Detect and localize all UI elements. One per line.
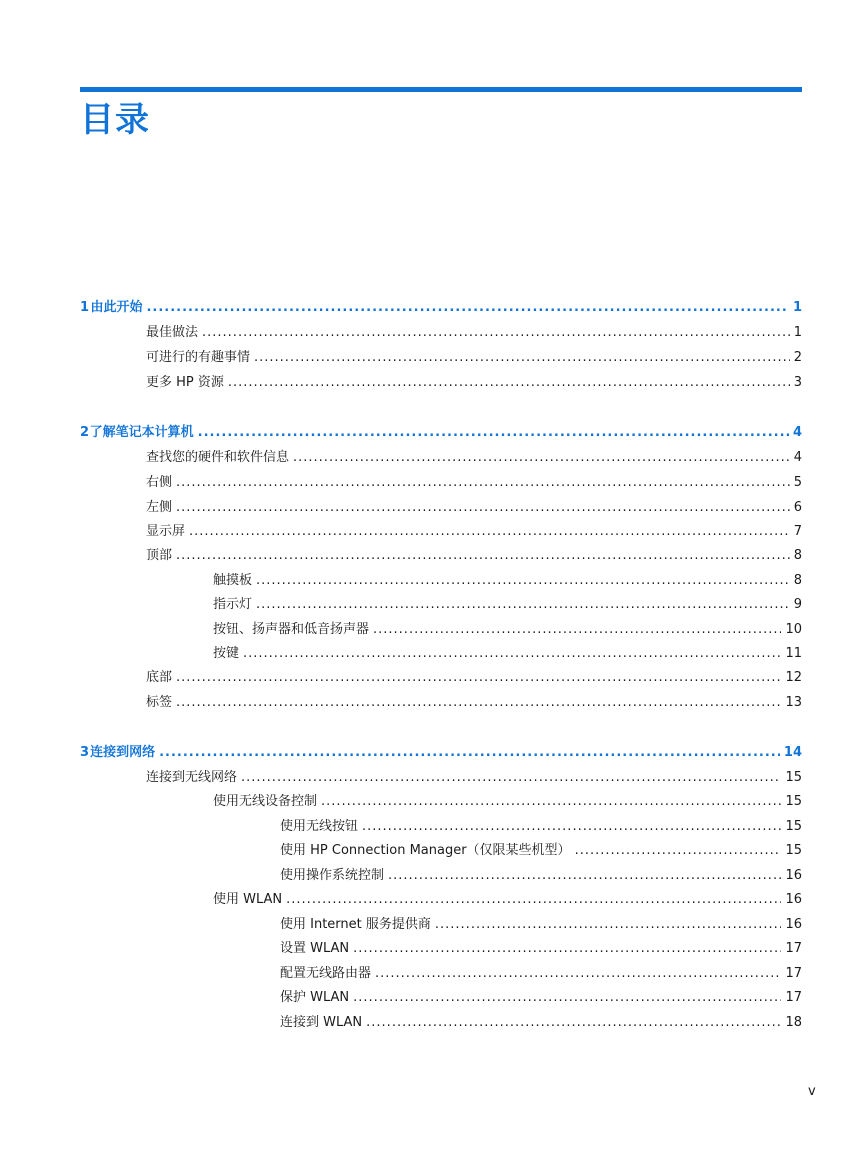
entry-title: 使用 HP Connection Manager（仅限某些机型） [280,843,571,858]
entry-title: 左侧 [146,500,173,515]
page-number: 5 [793,475,802,490]
dot-leader [353,938,781,960]
page-number: 2 [793,350,802,365]
entry-title: 查找您的硬件和软件信息 [146,450,290,465]
dot-leader [202,322,790,344]
page-number: 14 [783,745,802,760]
page-number: 15 [785,819,802,834]
toc-entry[interactable] [146,497,802,519]
dot-leader [241,767,781,789]
chapter-number: 2 [80,425,90,440]
page-number: 15 [785,770,802,785]
page-number: 11 [785,646,802,661]
toc-entry[interactable] [280,840,802,862]
toc-entry[interactable] [280,816,802,838]
dot-leader [189,521,790,543]
entry-title: 保护 WLAN [280,990,350,1005]
dot-leader [176,472,790,494]
page-number: 8 [793,548,802,563]
page-number: 10 [785,622,802,637]
toc-entry[interactable] [146,347,802,369]
entry-title: 指示灯 [213,597,253,612]
dot-leader [159,742,780,764]
toc-chapter[interactable] [80,742,802,764]
entry-title: 使用 WLAN [213,892,283,907]
page-number: 16 [785,892,802,907]
toc-entry[interactable] [213,643,802,665]
entry-title: 显示屏 [146,524,186,539]
chapter-title: 由此开始 [90,300,143,315]
toc-entry[interactable] [146,472,802,494]
dot-leader [176,667,781,689]
toc-entry[interactable] [146,767,802,789]
dot-leader [176,497,790,519]
dot-leader [243,643,781,665]
toc-entry[interactable] [213,570,802,592]
page-number: 17 [785,941,802,956]
page-number: 1 [793,325,802,340]
dot-leader [176,692,781,714]
toc-entry[interactable] [213,619,802,641]
entry-title: 右侧 [146,475,173,490]
entry-title: 使用无线设备控制 [213,794,318,809]
dot-leader [388,865,781,887]
entry-title: 触摸板 [213,573,253,588]
dot-leader [362,816,781,838]
page-number: 15 [785,794,802,809]
dot-leader [256,594,790,616]
toc-entry[interactable] [146,322,802,344]
page-number: 16 [785,917,802,932]
toc-entry[interactable] [280,938,802,960]
entry-title: 更多 HP 资源 [146,375,224,390]
toc-entry[interactable] [280,987,802,1009]
entry-title: 顶部 [146,548,173,563]
entry-title: 底部 [146,670,173,685]
dot-leader [375,963,781,985]
page-number: 4 [793,450,802,465]
dot-leader [353,987,781,1009]
chapter-title: 了解笔记本计算机 [89,425,194,440]
toc-entry[interactable] [146,372,802,394]
entry-title: 连接到 WLAN [280,1015,363,1030]
toc-entry[interactable] [146,545,802,567]
chapter-number: 1 [80,300,90,315]
dot-leader [435,914,782,936]
entry-title: 设置 WLAN [280,941,350,956]
entry-title: 使用 Internet 服务提供商 [280,917,431,932]
page-number: 4 [792,425,802,440]
title-rule [80,87,802,92]
toc-entry[interactable] [213,791,802,813]
page-number: 17 [785,966,802,981]
page-number: 1 [792,300,802,315]
toc-entry[interactable] [146,521,802,543]
toc-entry[interactable] [280,914,802,936]
dot-leader [176,545,790,567]
page-number: 13 [785,695,802,710]
chapter-title: 连接到网络 [90,745,156,760]
page-number: 9 [793,597,802,612]
dot-leader [254,347,790,369]
page-number: 12 [785,670,802,685]
page-number: 16 [785,868,802,883]
entry-title: 最佳做法 [146,325,199,340]
toc-entry[interactable] [280,963,802,985]
dot-leader [256,570,790,592]
page-number: 18 [785,1015,802,1030]
page-number: 17 [785,990,802,1005]
entry-title: 配置无线路由器 [280,966,372,981]
dot-leader [575,840,782,862]
page-number: 8 [793,573,802,588]
entry-title: 按键 [213,646,240,661]
toc-entry[interactable] [280,1012,802,1034]
entry-title: 连接到无线网络 [146,770,238,785]
dot-leader [146,297,789,319]
page-folio: v [808,1084,816,1099]
toc-entry[interactable] [146,692,802,714]
dot-leader [228,372,790,394]
entry-title: 按钮、扬声器和低音扬声器 [213,622,370,637]
toc-entry[interactable] [213,889,802,911]
entry-title: 使用无线按钮 [280,819,359,834]
page-title: 目录 [80,100,150,140]
dot-leader [321,791,781,813]
toc-chapter[interactable] [80,297,802,319]
page-number: 3 [793,375,802,390]
page-number: 6 [793,500,802,515]
page-number: 15 [785,843,802,858]
entry-title: 使用操作系统控制 [280,868,385,883]
dot-leader [286,889,781,911]
dot-leader [373,619,781,641]
page-number: 7 [793,524,802,539]
entry-title: 可进行的有趣事情 [146,350,251,365]
entry-title: 标签 [146,695,173,710]
toc-chapter[interactable] [80,422,802,444]
toc-entry[interactable] [146,447,802,469]
toc-entry[interactable] [146,667,802,689]
dot-leader [198,422,789,444]
chapter-number: 3 [80,745,90,760]
toc-entry[interactable] [213,594,802,616]
dot-leader [293,447,790,469]
dot-leader [366,1012,781,1034]
toc-entry[interactable] [280,865,802,887]
